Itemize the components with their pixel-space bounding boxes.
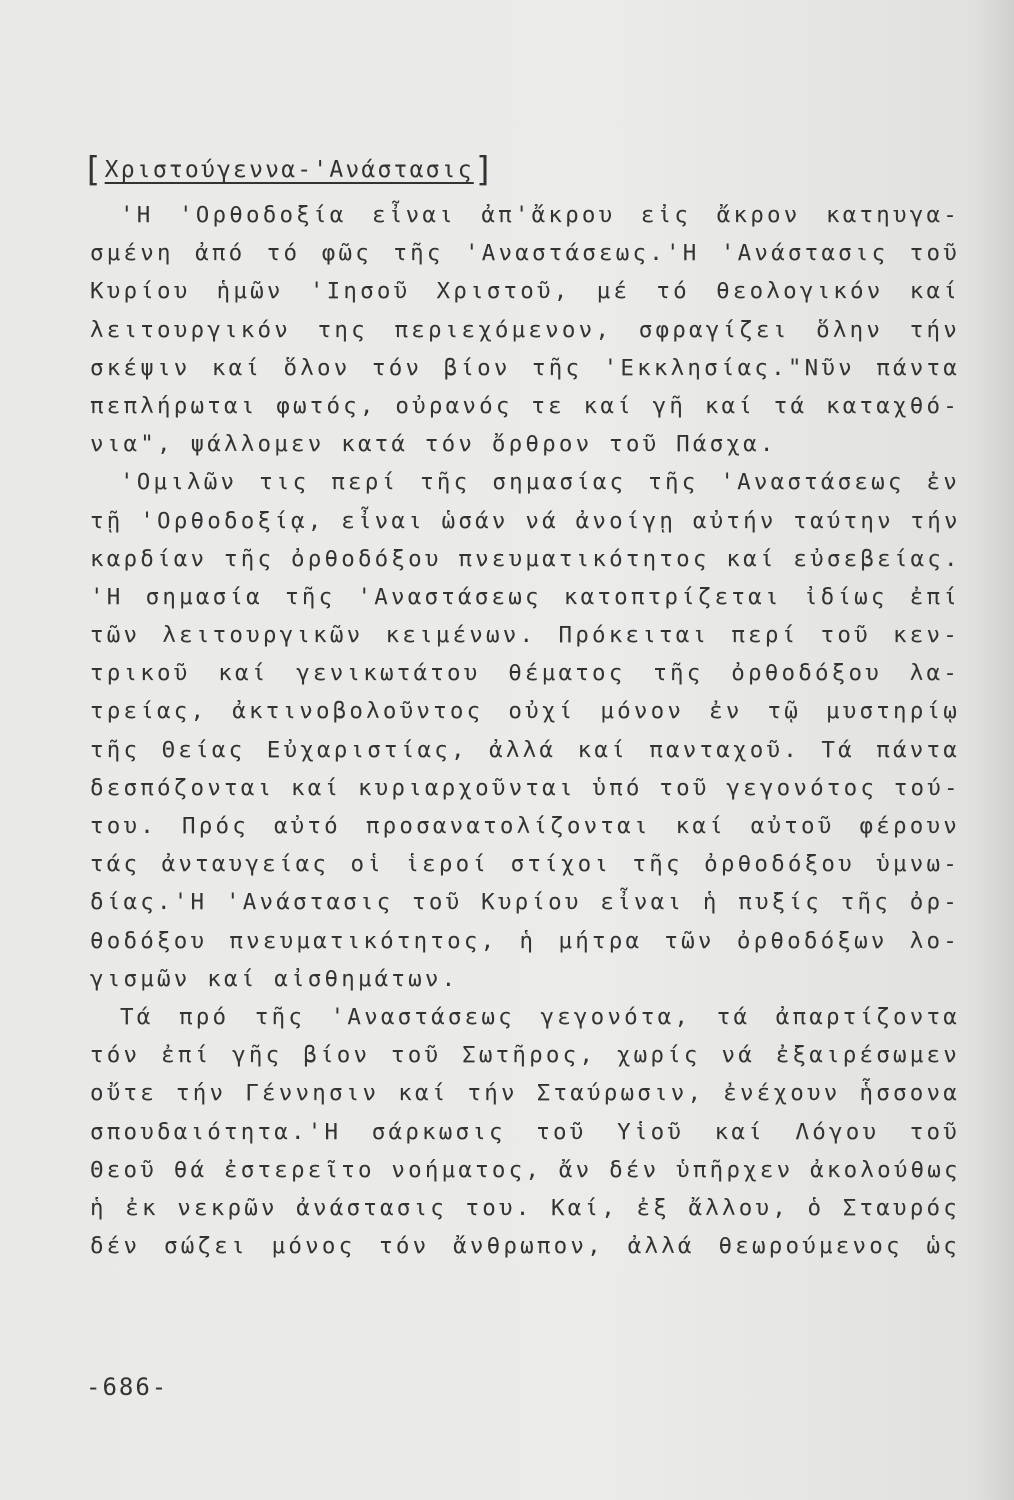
text-line: οὔτε τήν Γέννησιν καί τήν Σταύρωσιν, ἐνέχουν ἧσσονα <box>90 1080 960 1107</box>
text-line: νια", ψάλλομεν κατά τόν ὄρθρον τοῦ Πάσχα. <box>90 431 777 458</box>
text-line: 'Η 'Ορθοδοξία εἶναι ἀπ'ἄκρου εἰς ἄκρον κατηυγα- <box>120 202 960 228</box>
text-line: λειτουργικόν της περιεχόμενον, σφραγίζει ὅλην τήν <box>90 316 960 343</box>
text-line: 'Ομιλῶν τις περί τῆς σημασίας τῆς 'Αναστάσεως ἐν <box>120 469 960 496</box>
text-line: δίας.'Η 'Ανάστασις τοῦ Κυρίου εἶναι ἡ πυξίς τῆς ὀρ- <box>90 889 960 916</box>
text-line: τόν ἐπί γῆς βίον τοῦ Σωτῆρος, χωρίς νά ἐξαιρέσωμεν <box>90 1042 960 1069</box>
body-text <box>90 196 960 1265</box>
text-line: τρικοῦ καί γενικωτάτου θέματος τῆς ὀρθοδόξου λα- <box>90 660 960 687</box>
text-line: τῶν λειτουργικῶν κειμένων. Πρόκειται περί τοῦ κεν- <box>90 622 960 649</box>
text-line: δεσπόζονται καί κυριαρχοῦνται ὑπό τοῦ γεγονότος τού- <box>90 774 961 801</box>
text-line: σμένη ἀπό τό φῶς τῆς 'Αναστάσεως.'Η 'Ανάστασις τοῦ <box>90 240 960 267</box>
text-line: σκέψιν καί ὅλον τόν βίον τῆς 'Εκκλησίας."Νῦν πάντα <box>90 354 960 381</box>
text-line: του. Πρός αὐτό προσανατολίζονται καί αὐτοῦ φέρουν <box>90 813 960 839</box>
text-line: Κυρίου ἡμῶν 'Ιησοῦ Χριστοῦ, μέ τό θεολογικόν καί <box>90 278 960 305</box>
text-line: Θεοῦ θά ἐστερεῖτο νοήματος, ἄν δέν ὑπῆρχεν ἀκολούθως <box>90 1156 961 1183</box>
text-line: τάς ἀνταυγείας οἱ ἱεροί στίχοι τῆς ὀρθοδόξου ὑμνω- <box>90 851 960 878</box>
text-line: Τά πρό τῆς 'Αναστάσεως γεγονότα, τά ἀπαρτίζοντα <box>120 1003 960 1030</box>
text-line: σπουδαιότητα.'Η σάρκωσις τοῦ Υἱοῦ καί Λόγου τοῦ <box>90 1118 960 1145</box>
page-number: -686- <box>86 1373 169 1401</box>
text-line: καρδίαν τῆς ὀρθοδόξου πνευματικότητος καί εὐσεβείας. <box>90 545 961 572</box>
text-line: τρείας, ἀκτινοβολοῦντος οὐχί μόνον ἐν τῷ μυστηρίῳ <box>90 698 960 725</box>
text-line: γισμῶν καί αἰσθημάτων. <box>90 965 459 992</box>
text-line: δέν σώζει μόνος τόν ἄνθρωπον, ἀλλά θεωρούμενος ὡς <box>90 1233 960 1260</box>
text-line: πεπλήρωται φωτός, οὐρανός τε καί γῆ καί τά καταχθό- <box>90 392 960 419</box>
heading-left-bracket: [ <box>82 150 105 190</box>
heading-right-bracket: ] <box>473 150 497 190</box>
text-line: τῆς Θείας Εὐχαριστίας, ἀλλά καί πανταχοῦ. Τά πάντα <box>90 736 960 763</box>
text-line: θοδόξου πνευματικότητος, ἡ μήτρα τῶν ὀρθοδόξων λο- <box>90 927 960 954</box>
text-line: ἡ ἐκ νεκρῶν ἀνάστασις του. Καί, ἐξ ἄλλου, ὁ Σταυρός <box>90 1194 960 1221</box>
text-line: τῇ 'Ορθοδοξίᾳ, εἶναι ὡσάν νά ἀνοίγῃ αὐτήν ταύτην τήν <box>90 507 961 534</box>
text-line: 'Η σημασία τῆς 'Αναστάσεως κατοπτρίζεται ἰδίως ἐπί <box>90 583 960 610</box>
section-heading <box>82 146 497 190</box>
heading-title: Χριστούγεννα-'Ανάστασις <box>104 157 474 183</box>
